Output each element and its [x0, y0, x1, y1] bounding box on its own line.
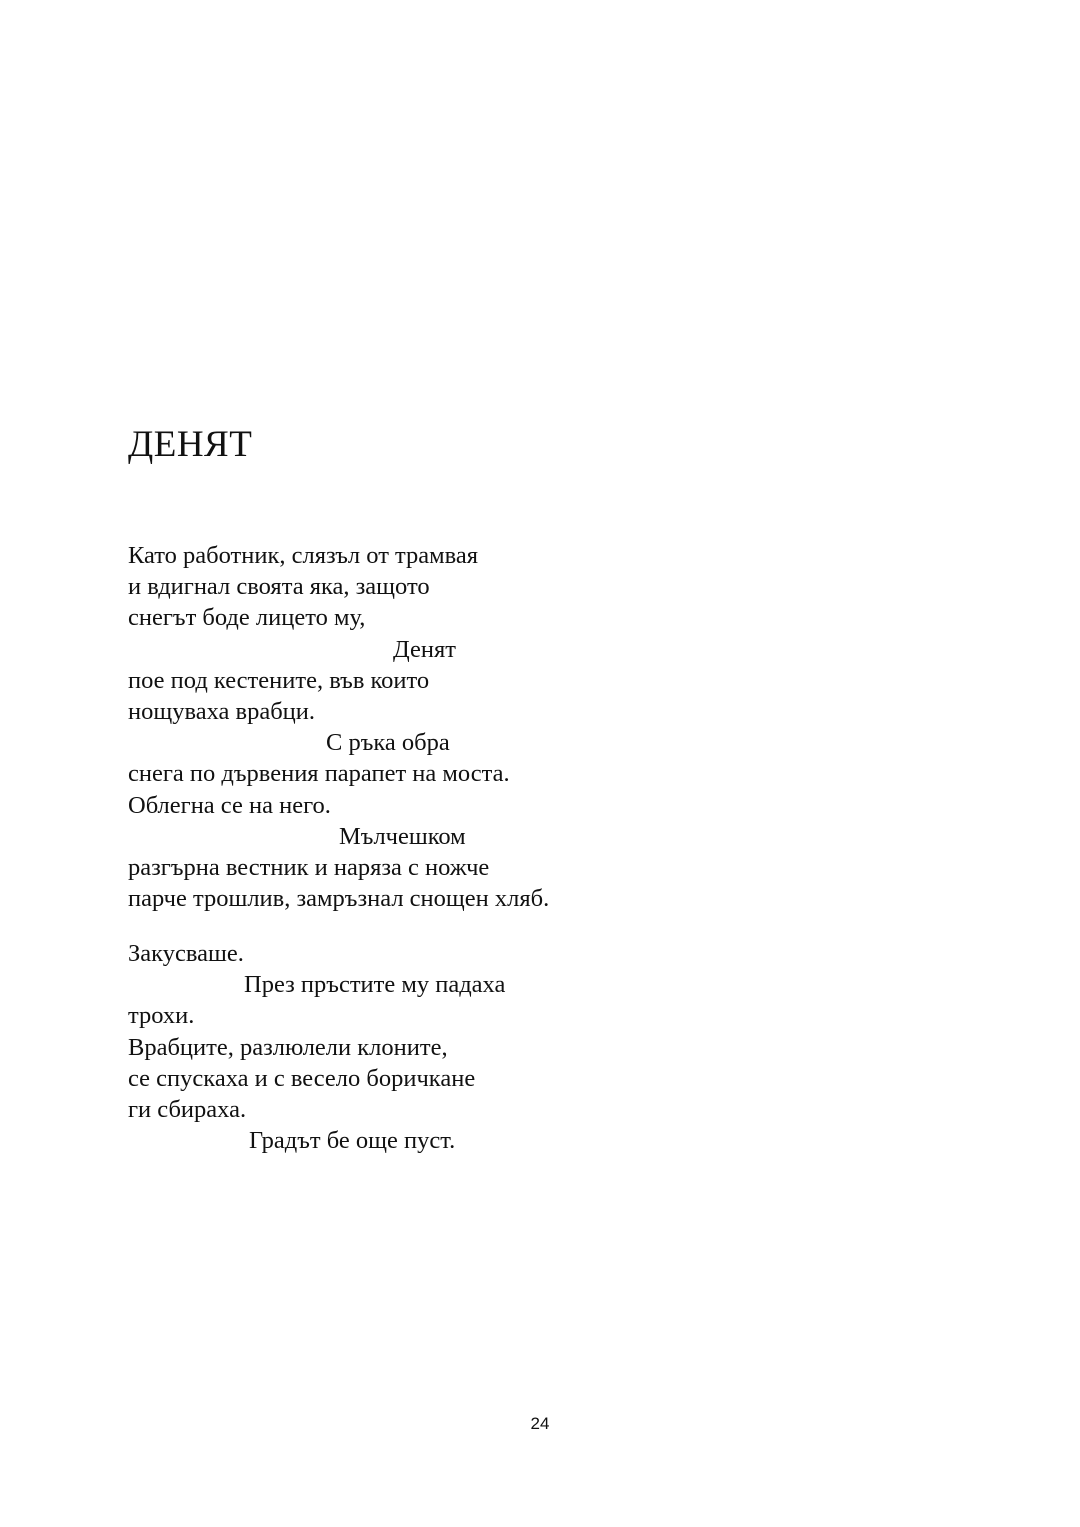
poem-line: Като работник, слязъл от трамвая — [128, 542, 479, 569]
poem-line: снега по дървения парапет на моста. — [128, 760, 510, 788]
poem-line: С ръка обра — [326, 729, 450, 757]
stanza-2 — [128, 938, 828, 1156]
poem-line: трохи. — [128, 1002, 195, 1030]
poem-line: Закусваше. — [128, 940, 244, 967]
poem-line: Денят — [393, 635, 456, 663]
poem-line: се спускаха и с весело боричкане — [128, 1064, 476, 1092]
poem-line: разгърна вестник и наряза с ножче — [128, 854, 490, 882]
poem-line: Градът бе още пуст. — [249, 1127, 456, 1155]
poem-line: и вдигнал своята яка, защото — [128, 573, 430, 601]
stanza-1 — [128, 540, 828, 914]
poem-line: пое под кестените, във които — [128, 666, 430, 694]
poem-line: ги сбираха. — [128, 1096, 247, 1124]
page-number: 24 — [530, 1414, 550, 1433]
poem-line: Мълчешком — [339, 822, 466, 850]
poem-line: Облегна се на него. — [128, 791, 331, 819]
poem-title: ДЕНЯТ — [128, 424, 253, 465]
poem-line: През пръстите му падаха — [244, 971, 506, 999]
poem-line: снегът боде лицето му, — [128, 604, 366, 632]
poem-line: парче трошлив, замръзнал снощен хляб. — [128, 885, 550, 913]
poem-line: Врабците, разлюлели клоните, — [128, 1033, 448, 1061]
poem-line: нощуваха врабци. — [128, 698, 316, 726]
